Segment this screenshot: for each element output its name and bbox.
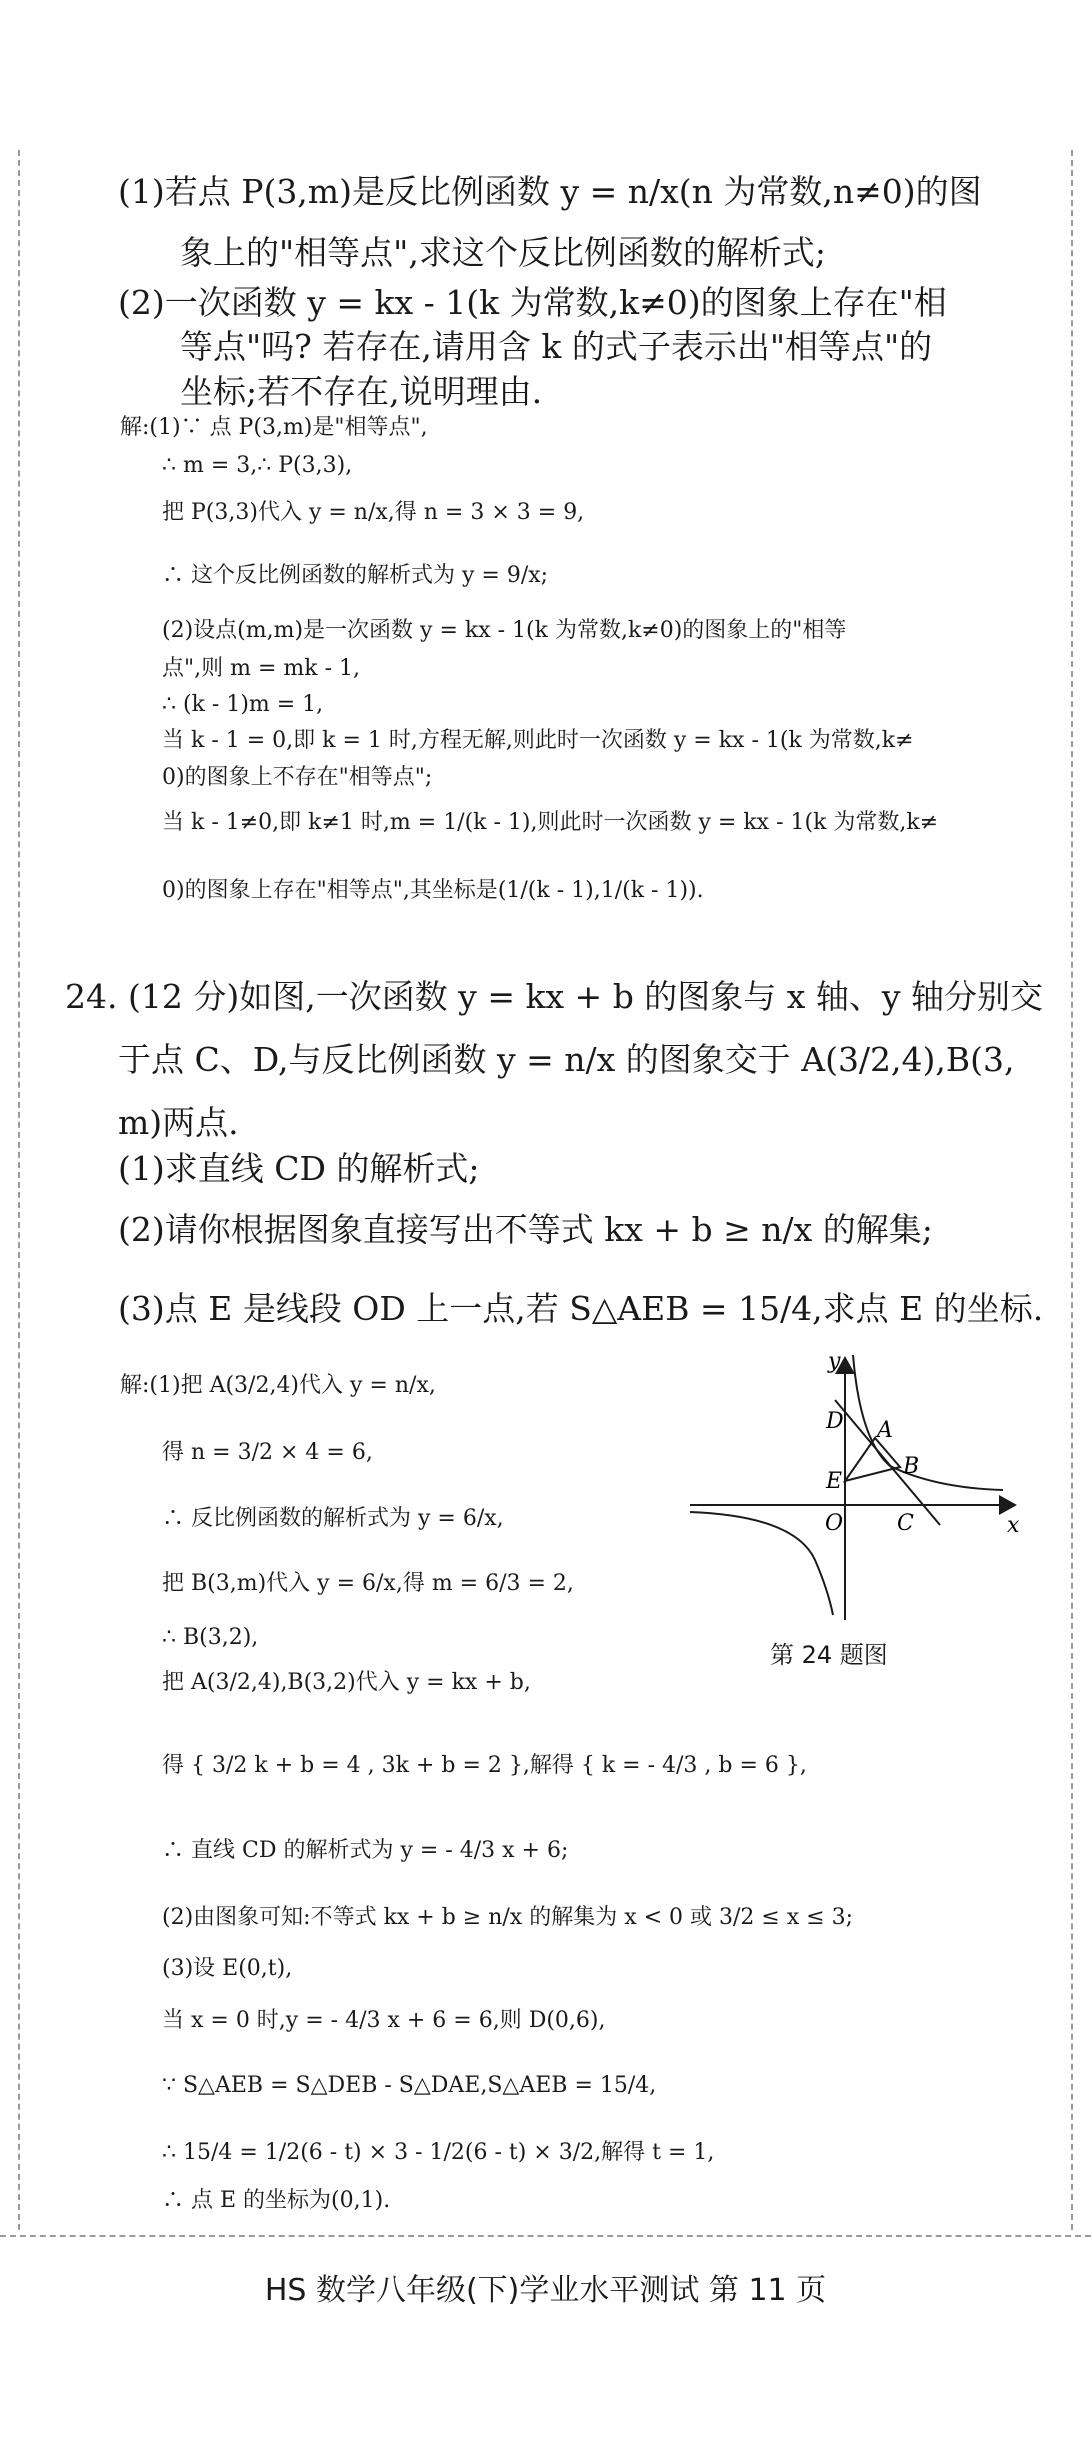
- a23-line-10: 当 k - 1≠0,即 k≠1 时,m = 1/(k - 1),则此时一次函数 y = kx - 1(k 为常数,k≠: [162, 810, 939, 835]
- label-c: C: [897, 1511, 914, 1536]
- a24-line-1: 解:(1)把 A(3/2,4)代入 y = n/x,: [120, 1373, 436, 1398]
- hyperbola-branch-2: [690, 1512, 833, 1615]
- a24-line-9: (2)由图象可知:不等式 kx + b ≥ n/x 的解集为 x < 0 或 3/2 ≤ x ≤ 3;: [162, 1905, 854, 1930]
- a24-line-4: 把 B(3,m)代入 y = 6/x,得 m = 6/3 = 2,: [162, 1571, 574, 1596]
- label-o: O: [825, 1511, 844, 1536]
- a23-line-6: 点",则 m = mk - 1,: [162, 656, 360, 681]
- label-y: y: [828, 1350, 841, 1374]
- a24-line-6: 把 A(3/2,4),B(3,2)代入 y = kx + b,: [162, 1670, 531, 1695]
- label-a: A: [877, 1418, 893, 1443]
- q24-line-6: (3)点 E 是线段 OD 上一点,若 S△AEB = 15/4,求点 E 的坐标.: [118, 1289, 1044, 1328]
- q23-line-2: 象上的"相等点",求这个反比例函数的解析式;: [180, 233, 826, 272]
- a24-line-11: 当 x = 0 时,y = - 4/3 x + 6 = 6,则 D(0,6),: [162, 2008, 606, 2033]
- page-footer: HS 数学八年级(下)学业水平测试 第 11 页: [264, 2273, 827, 2308]
- a23-line-4: ∴ 这个反比例函数的解析式为 y = 9/x;: [162, 563, 549, 588]
- q23-line-1: (1)若点 P(3,m)是反比例函数 y = n/x(n 为常数,n≠0)的图: [118, 172, 982, 211]
- a23-line-9: 0)的图象上不存在"相等点";: [162, 765, 433, 790]
- a24-line-14: ∴ 点 E 的坐标为(0,1).: [162, 2188, 391, 2213]
- a24-line-7: 得 { 3/2 k + b = 4 , 3k + b = 2 },解得 { k = - 4/3 , b = 6 },: [162, 1753, 807, 1778]
- figure-caption: 第 24 题图: [770, 1641, 888, 1669]
- q24-line-1: 24. (12 分)如图,一次函数 y = kx + b 的图象与 x 轴、y 轴分别交: [65, 977, 1044, 1016]
- hyperbola-branch-1: [853, 1355, 1003, 1490]
- a24-line-13: ∴ 15/4 = 1/2(6 - t) × 3 - 1/2(6 - t) × 3/2,解得 t = 1,: [162, 2140, 715, 2165]
- a24-line-8: ∴ 直线 CD 的解析式为 y = - 4/3 x + 6;: [162, 1838, 569, 1863]
- label-x: x: [1007, 1513, 1020, 1538]
- q23-line-4: 等点"吗? 若存在,请用含 k 的式子表示出"相等点"的: [180, 327, 933, 366]
- q23-line-3: (2)一次函数 y = kx - 1(k 为常数,k≠0)的图象上存在"相: [118, 283, 947, 322]
- a24-line-3: ∴ 反比例函数的解析式为 y = 6/x,: [162, 1506, 504, 1531]
- q24-line-4: (1)求直线 CD 的解析式;: [118, 1149, 480, 1188]
- q24-line-3: m)两点.: [118, 1103, 239, 1142]
- right-margin-dashed-line: [1071, 150, 1073, 2230]
- a23-line-2: ∴ m = 3,∴ P(3,3),: [162, 453, 353, 478]
- bottom-dashed-line: [0, 2235, 1091, 2237]
- q23-line-5: 坐标;若不存在,说明理由.: [180, 372, 543, 411]
- a23-line-11: 0)的图象上存在"相等点",其坐标是(1/(k - 1),1/(k - 1)).: [162, 878, 704, 903]
- a24-line-10: (3)设 E(0,t),: [162, 1956, 293, 1981]
- a23-line-7: ∴ (k - 1)m = 1,: [162, 692, 324, 717]
- label-e: E: [826, 1469, 843, 1494]
- label-d: D: [826, 1409, 844, 1434]
- a24-line-5: ∴ B(3,2),: [162, 1625, 259, 1650]
- a23-line-8: 当 k - 1 = 0,即 k = 1 时,方程无解,则此时一次函数 y = kx - 1(k 为常数,k≠: [162, 728, 914, 753]
- figure-24-graph: [685, 1350, 1025, 1625]
- a24-line-12: ∵ S△AEB = S△DEB - S△DAE,S△AEB = 15/4,: [162, 2073, 657, 2098]
- a23-line-5: (2)设点(m,m)是一次函数 y = kx - 1(k 为常数,k≠0)的图象上的"相等: [162, 618, 847, 643]
- left-margin-dashed-line: [18, 150, 20, 2230]
- q24-line-5: (2)请你根据图象直接写出不等式 kx + b ≥ n/x 的解集;: [118, 1210, 933, 1249]
- a24-line-2: 得 n = 3/2 × 4 = 6,: [162, 1440, 373, 1465]
- a23-line-1: 解:(1)∵ 点 P(3,m)是"相等点",: [120, 415, 428, 440]
- label-b: B: [903, 1454, 920, 1479]
- q24-line-2: 于点 C、D,与反比例函数 y = n/x 的图象交于 A(3/2,4),B(3,: [118, 1040, 1015, 1079]
- a23-line-3: 把 P(3,3)代入 y = n/x,得 n = 3 × 3 = 9,: [162, 500, 585, 525]
